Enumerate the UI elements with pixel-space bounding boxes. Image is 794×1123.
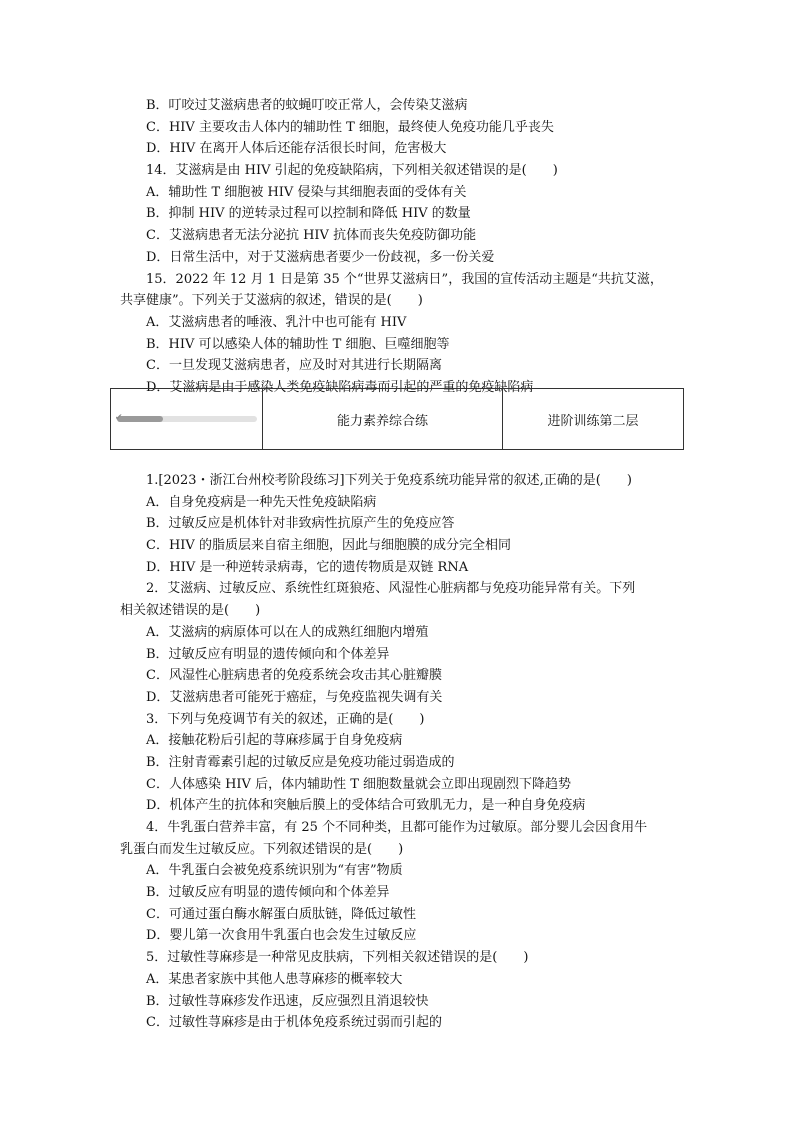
check-icon: ✔ [115,413,123,423]
answer-option: B．过敏反应有明显的遗传倾向和个体差异 [146,646,390,662]
answer-option: B．过敏性荨麻疹发作迅速，反应强烈且消退较快 [146,993,429,1009]
answer-option: C．HIV 主要攻击人体内的辅助性 T 细胞，最终使人免疫功能几乎丧失 [146,119,554,135]
question-stem: 1.[2023・浙江台州校考阶段练习]下列关于免疫系统功能异常的叙述,正确的是( ) [146,473,632,488]
answer-option: D．HIV 是一种逆转录病毒，它的遗传物质是双链 RNA [146,559,469,575]
answer-option: C．HIV 的脂质层来自宿主细胞，因此与细胞膜的成分完全相同 [146,538,511,554]
question-stem: 4．牛乳蛋白营养丰富，有 25 个不同种类，且都可能作为过敏原。部分婴儿会因食用牛 [146,820,648,835]
question-stem-continued: 乳蛋白而发生过敏反应。下列叙述错误的是( ) [120,841,404,857]
question-stem: 3．下列与免疫调节有关的叙述，正确的是( ) [146,711,425,727]
answer-option: D．机体产生的抗体和突触后膜上的受体结合可致肌无力，是一种自身免疫病 [146,798,586,814]
questions-section-bottom [120,470,680,1034]
answer-option: C．人体感染 HIV 后，体内辅助性 T 细胞数量就会立即出现剧烈下降趋势 [146,776,572,792]
answer-option: A．自身免疫病是一种先天性免疫缺陷病 [146,494,377,510]
question-stem: 5．过敏性荨麻疹是一种常见皮肤病，下列相关叙述错误的是( ) [146,950,529,966]
answer-option: C．一旦发现艾滋病患者，应及时对其进行长期隔离 [146,358,442,374]
question-stem: 14．艾滋病是由 HIV 引起的免疫缺陷病，下列相关叙述错误的是( ) [146,163,558,179]
answer-option: B．过敏反应是机体针对非致病性抗原产生的免疫应答 [146,516,455,532]
answer-option: A．牛乳蛋白会被免疫系统识别为“有害”物质 [146,863,403,879]
answer-option: B．抑制 HIV 的逆转录过程可以控制和降低 HIV 的数量 [146,206,471,222]
question-stem-continued: 相关叙述错误的是( ) [120,603,261,619]
answer-option: D．婴儿第一次食用牛乳蛋白也会发生过敏反应 [146,928,417,944]
answer-option: A．某患者家族中其他人患荨麻疹的概率较大 [146,971,403,987]
answer-option: A．艾滋病患者的唾液、乳汁中也可能有 HIV [146,314,407,330]
answer-option: D．HIV 在离开人体后还能存活很长时间，危害极大 [146,141,447,157]
answer-option: C．风湿性心脏病患者的免疫系统会攻击其心脏瓣膜 [146,668,442,684]
answer-option: A．艾滋病的病原体可以在人的成熟红细胞内增殖 [146,624,429,640]
answer-option: B．叮咬过艾滋病患者的蚊蝇叮咬正常人，会传染艾滋病 [146,98,468,113]
answer-option: B．过敏反应有明显的遗传倾向和个体差异 [146,885,390,901]
answer-option: A．接触花粉后引起的荨麻疹属于自身免疫病 [146,733,403,749]
answer-option: A．辅助性 T 细胞被 HIV 侵染与其细胞表面的受体有关 [146,184,467,200]
answer-option: D．艾滋病是由于感染人类免疫缺陷病毒而引起的严重的免疫缺陷病 [146,379,534,395]
answer-option: D．艾滋病患者可能死于癌症，与免疫监视失调有关 [146,689,443,705]
section-banner [110,388,684,450]
question-stem: 2．艾滋病、过敏反应、系统性红斑狼疮、风湿性心脏病都与免疫功能异常有关。下列 [146,581,636,597]
answer-option: D．日常生活中，对于艾滋病患者要少一份歧视，多一份关爱 [146,249,495,265]
question-stem-continued: 共享健康”。下列关于艾滋病的叙述，错误的是( ) [120,293,423,309]
banner-level: 进阶训练第二层 [547,413,639,429]
questions-section-top [120,95,680,399]
question-stem: 15．2022 年 12 月 1 日是第 35 个“世界艾滋病日”，我国的宣传活动主题是“共抗艾滋， [146,271,663,287]
answer-option: C．可通过蛋白酶水解蛋白质肽链，降低过敏性 [146,906,416,922]
answer-option: B．HIV 可以感染人体的辅助性 T 细胞、巨噬细胞等 [146,336,450,352]
answer-option: B．注射青霉素引起的过敏反应是免疫功能过弱造成的 [146,754,455,770]
progress-bar-fill [117,416,163,422]
progress-bar [115,413,257,423]
answer-option: C．过敏性荨麻疹是由于机体免疫系统过弱而引起的 [146,1015,442,1031]
banner-progress-cell [111,389,263,449]
banner-title: 能力素养综合练 [263,389,503,449]
answer-option: C．艾滋病患者无法分泌抗 HIV 抗体而丧失免疫防御功能 [146,228,477,244]
